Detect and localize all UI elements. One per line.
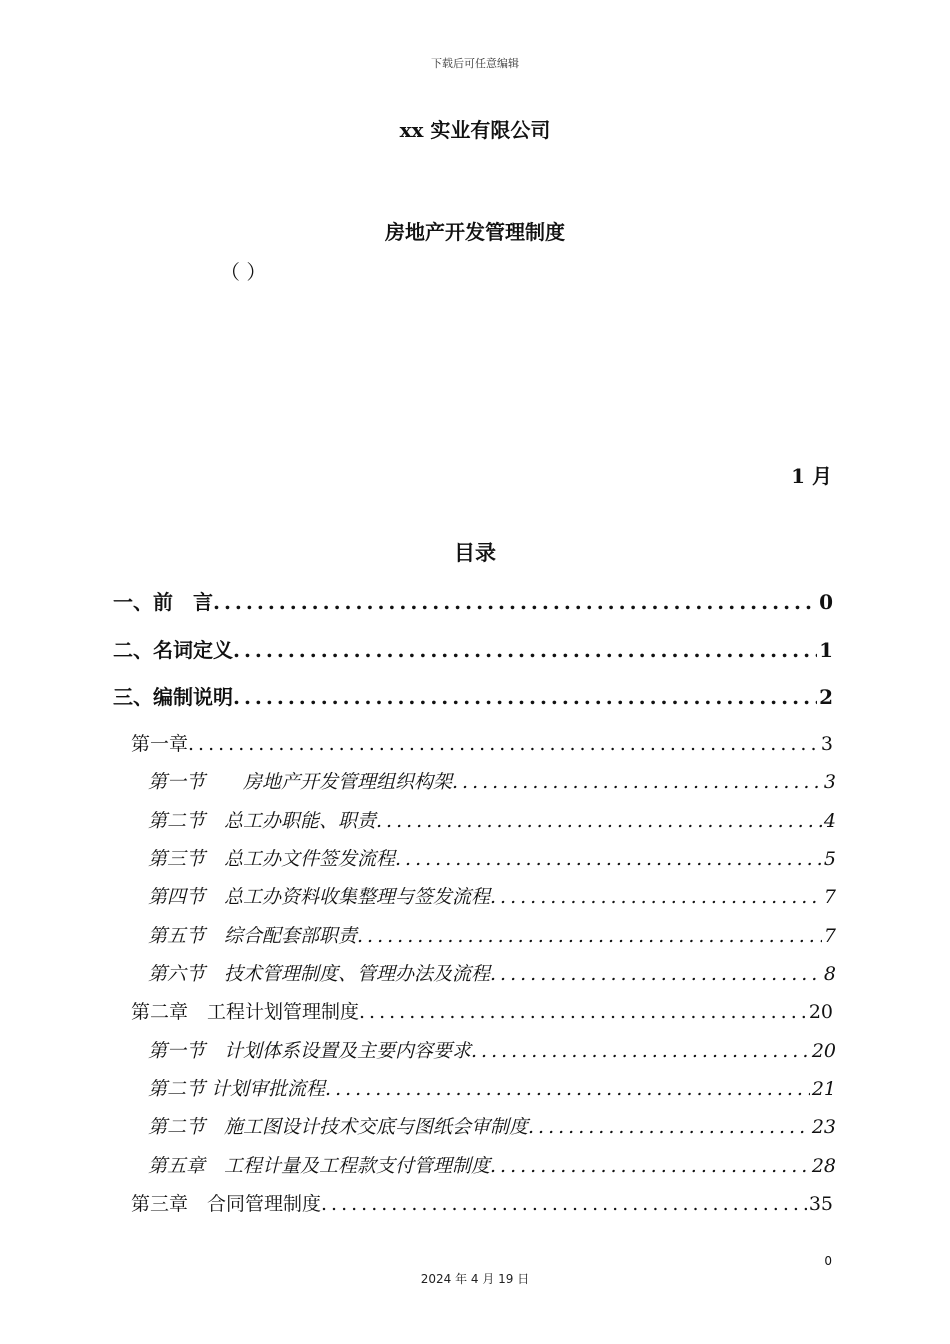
toc-leader-dots: [395, 848, 822, 870]
toc-entry-page: 35: [808, 1193, 833, 1215]
toc-entry[interactable]: [113, 681, 833, 710]
toc-leader-dots: [321, 1193, 807, 1215]
toc-leader-dots: [490, 963, 822, 985]
toc-entry[interactable]: [131, 1189, 833, 1216]
toc-entry-label: 二、名词定义: [113, 638, 233, 662]
toc-leader-dots: [490, 1155, 810, 1177]
toc-entry[interactable]: [148, 921, 836, 948]
toc-entry-page: 4: [823, 810, 836, 832]
document-title: 房地产开发管理制度: [385, 220, 565, 244]
toc-entry[interactable]: [148, 959, 836, 986]
toc-entry[interactable]: [148, 767, 836, 794]
toc-entry-label: 第五章 工程计量及工程款支付管理制度: [148, 1155, 491, 1177]
toc-entry[interactable]: [148, 806, 836, 833]
toc-entry-label: 第三章 合同管理制度: [131, 1193, 322, 1215]
toc-entry-page: 20: [808, 1001, 833, 1023]
title-parenthesis: （ ）: [220, 260, 267, 284]
toc-entry-label: 一、前 言: [113, 590, 213, 614]
toc-entry-label: 第二章 工程计划管理制度: [131, 1001, 360, 1023]
toc-entry-page: 8: [823, 963, 836, 985]
toc-leader-dots: [359, 1001, 807, 1023]
toc-entry-label: 第一节 房地产开发管理组织构架: [148, 771, 453, 793]
toc-heading: 目录: [454, 540, 496, 565]
toc-entry-label: 第二节 总工办职能、职责: [148, 810, 377, 832]
toc-leader-dots: [188, 733, 819, 755]
footer-date: 2024 年 4 月 19 日: [420, 1272, 530, 1286]
toc-entry-label: 第一章: [131, 733, 189, 755]
company-name: xx 实业有限公司: [399, 118, 551, 142]
toc-entry[interactable]: [148, 1151, 836, 1178]
toc-leader-dots: [528, 1116, 810, 1138]
toc-entry-page: 7: [823, 925, 836, 947]
toc-entry-page: 28: [811, 1155, 836, 1177]
toc-entry-page: 21: [811, 1078, 836, 1100]
toc-entry[interactable]: [131, 997, 833, 1024]
toc-leader-dots: [325, 1078, 810, 1100]
toc-leader-dots: [233, 685, 817, 709]
toc-leader-dots: [213, 590, 817, 614]
toc-entry-page: 3: [820, 733, 833, 755]
toc-leader-dots: [490, 886, 822, 908]
toc-entry-page: 2: [819, 685, 833, 709]
toc-leader-dots: [376, 810, 822, 832]
toc-entry-page: 5: [823, 848, 836, 870]
toc-entry[interactable]: [148, 882, 836, 909]
toc-entry-label: 第二节 施工图设计技术交底与图纸会审制度: [148, 1116, 529, 1138]
toc-entry-page: 23: [811, 1116, 836, 1138]
toc-entry-page: 20: [811, 1040, 836, 1062]
toc-entry[interactable]: [148, 844, 836, 871]
toc-entry[interactable]: [113, 634, 833, 663]
toc-entry-page: 1: [819, 638, 833, 662]
toc-entry-label: 第二节 计划审批流程: [148, 1078, 326, 1100]
toc-entry-label: 第三节 总工办文件签发流程: [148, 848, 396, 870]
toc-entry-label: 第一节 计划体系设置及主要内容要求: [148, 1040, 472, 1062]
toc-entry-page: 7: [823, 886, 836, 908]
toc-entry-label: 第六节 技术管理制度、管理办法及流程: [148, 963, 491, 985]
toc-entry-label: 第五节 综合配套部职责: [148, 925, 358, 947]
header-note: 下载后可任意编辑: [431, 57, 519, 70]
toc-entry-page: 3: [823, 771, 836, 793]
toc-leader-dots: [357, 925, 822, 947]
toc-entry[interactable]: [148, 1036, 836, 1063]
toc-entry-label: 第四节 总工办资料收集整理与签发流程: [148, 886, 491, 908]
toc-entry-label: 三、编制说明: [113, 685, 233, 709]
toc-leader-dots: [233, 638, 817, 662]
toc-entry[interactable]: [148, 1112, 836, 1139]
toc-entry[interactable]: [113, 586, 833, 615]
toc-entry-page: 0: [819, 590, 833, 614]
toc-entry[interactable]: [148, 1074, 836, 1101]
toc-entry[interactable]: [131, 729, 833, 756]
toc-leader-dots: [452, 771, 822, 793]
toc-leader-dots: [471, 1040, 810, 1062]
cover-month: 1 月: [791, 464, 832, 488]
page-number: 0: [824, 1254, 832, 1268]
